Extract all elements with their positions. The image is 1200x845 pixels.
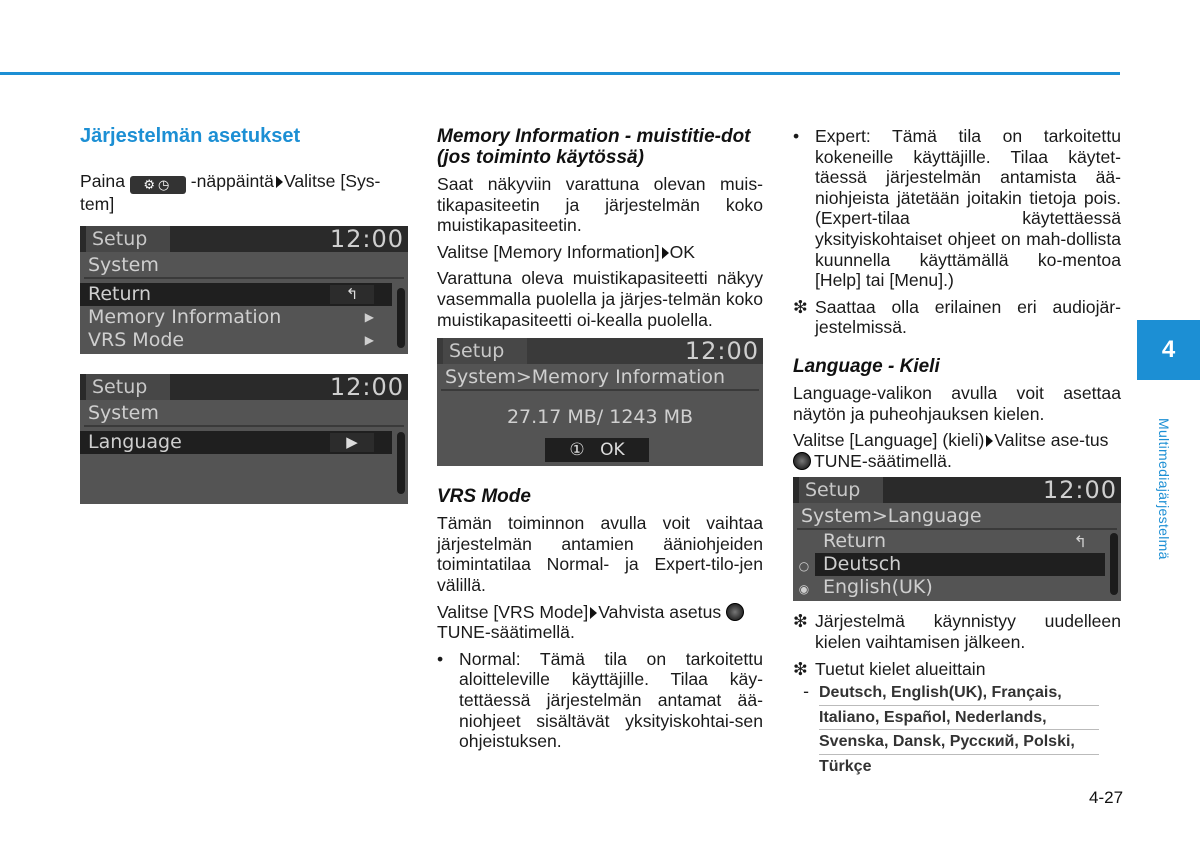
note-restart: ❇ Järjestelmä käynnistyy uudelleen kielen vaihtamisen jälkeen.	[793, 611, 1121, 652]
lcd-menu-item-vrs[interactable]: VRS Mode ▶	[88, 329, 374, 352]
lcd-screen-language-menu	[80, 374, 408, 504]
bullet-expert: • Expert: Tämä tila on tarkoitettu kokeneille käyttäjille. Tilaa käytet-täessä järjestelmän antamista ää-niohjeista jätetään joitakin tietoja pois. (Expert-tilaa käytettäessä yksityiskohtaiset ohjeet on mah-dollista kuunnella käyttämällä ko-mentoa [Help] tai [Menu].)	[793, 126, 1121, 291]
note-icon: ❇	[793, 296, 808, 317]
tune-knob-icon	[793, 452, 811, 470]
lcd-clock: 12:00	[1042, 476, 1117, 505]
lcd-menu-item-memory[interactable]: Memory Information ▶	[88, 306, 374, 329]
lcd-clock: 12:00	[329, 225, 404, 254]
lcd-clock: 12:00	[684, 337, 759, 366]
note-supported-languages: ❇ Tuetut kielet alueittain	[793, 658, 986, 679]
lcd-divider	[84, 277, 404, 279]
return-icon: ↰	[1073, 532, 1087, 552]
note-audio-systems: ❇ Saattaa olla erilainen eri audiojär-jestelmissä.	[793, 296, 1121, 338]
heading-language: Language - Kieli	[793, 355, 940, 377]
lcd-clock: 12:00	[329, 373, 404, 402]
memory-value: 27.17 MB/ 1243 MB	[506, 406, 694, 429]
return-icon: ↰	[330, 285, 374, 304]
section-heading-system-settings: Järjestelmän asetukset	[80, 125, 301, 147]
lcd-section: System	[88, 402, 159, 425]
language-paragraph-1: Language-valikon avulla voit asettaa näytön ja puheohjauksen kielen.	[793, 382, 1121, 424]
lcd-menu-item-english[interactable]: ◉ English(UK)	[793, 576, 1121, 599]
lcd-title-bar	[793, 477, 1121, 503]
heading-vrs-mode: VRS Mode	[437, 486, 531, 508]
language-list: - Deutsch, English(UK), Français, Italiano, Español, Nederlands, Svenska, Dansk, Русский, Polski, Türkçe	[793, 681, 1121, 778]
memory-paragraph-1: Saat näkyviin varattuna olevan muis-tikapasiteetin ja järjestelmän koko muistikapasiteetin.	[437, 174, 763, 236]
intro-paragraph: Paina ⚙◷ -näppäintä Valitse [Sys-tem]	[80, 170, 381, 214]
lcd-title: Setup	[443, 338, 527, 364]
lcd-screen-system-menu	[80, 226, 408, 354]
column-2	[437, 126, 763, 758]
language-line: Deutsch, English(UK), Français,	[819, 681, 1099, 706]
language-paragraph-2: Valitse [Language] (kieli) Valitse ase-tus TUNE-säätimellä.	[793, 430, 1109, 471]
arrow-icon	[662, 247, 669, 259]
lcd-section: System	[88, 254, 159, 277]
note-icon: ❇	[793, 658, 808, 679]
chevron-right-icon: ▶	[364, 310, 374, 325]
lcd-title-bar	[80, 226, 408, 252]
memory-paragraph-3: Varattuna oleva muistikapasiteetti näkyy vasemmalla puolella ja järjes-telmän koko muistikapasiteetti oi-kealla puolella.	[437, 268, 763, 330]
lcd-screen-language-select	[793, 477, 1121, 601]
lcd-ok-button[interactable]: ① OK	[545, 438, 649, 462]
header-rule	[0, 72, 1120, 75]
note-icon: ❇	[793, 611, 808, 632]
bullet-normal: • Normal: Tämä tila on tarkoitettu aloitteleville käyttäjille. Tilaa käy-tettäessä järjestelmän antamat ää-niohjeet sisältävät yksityiskohtai-sen ohjeistuksen.	[437, 648, 763, 752]
language-line: Türkçe	[819, 757, 872, 775]
lcd-title: Setup	[86, 374, 170, 400]
chapter-tab: 4	[1137, 320, 1200, 380]
page-number: 4-27	[1089, 788, 1124, 807]
vrs-paragraph-1: Tämän toiminnon avulla voit vaihtaa järjestelmän antamien ääniohjeiden toimintatilaa Normal- ja Expert-tilo-jen välillä.	[437, 513, 763, 595]
language-line: Italiano, Español, Nederlands,	[819, 706, 1099, 731]
lcd-title-bar	[80, 374, 408, 400]
lcd-menu-item-deutsch[interactable]: ○ Deutsch	[793, 553, 1121, 576]
chapter-label: Multimediajärjestelmä	[1156, 418, 1172, 560]
arrow-icon	[276, 176, 283, 188]
lcd-divider	[84, 425, 404, 427]
lcd-title: Setup	[86, 226, 170, 252]
memory-paragraph-2: Valitse [Memory Information] OK	[437, 241, 696, 262]
radio-selected-icon: ◉	[798, 582, 810, 597]
column-3	[793, 126, 1121, 778]
vrs-paragraph-2: Valitse [VRS Mode] Vahvista asetus TUNE-säätimellä.	[437, 602, 763, 643]
setup-key-icon: ⚙◷	[130, 176, 186, 194]
lcd-scrollbar[interactable]	[397, 432, 405, 494]
lcd-scrollbar[interactable]	[1110, 533, 1118, 595]
tune-knob-icon	[726, 603, 744, 621]
lcd-title-bar	[437, 338, 763, 364]
lcd-divider	[441, 389, 759, 391]
arrow-icon	[590, 607, 597, 619]
column-1	[80, 126, 408, 524]
lcd-title: Setup	[799, 477, 883, 503]
lcd-menu-item-return[interactable]: Return ↰	[823, 530, 1087, 553]
language-line: Svenska, Dansk, Русский, Polski,	[819, 730, 1099, 755]
lcd-path: System>Memory Information	[445, 366, 726, 389]
radio-empty-icon: ○	[798, 559, 810, 574]
ok-number-icon: ①	[569, 440, 585, 461]
heading-memory-information: Memory Information - muistitie-dot (jos toiminto käytössä)	[437, 126, 751, 168]
lcd-path: System>Language	[801, 505, 982, 528]
chevron-right-icon: ▶	[330, 433, 374, 452]
arrow-icon	[986, 435, 993, 447]
lcd-screen-memory-info	[437, 338, 763, 466]
chevron-right-icon: ▶	[364, 333, 374, 348]
lcd-menu-item-return[interactable]: Return ↰	[80, 283, 392, 306]
lcd-menu-item-language[interactable]: Language ▶	[80, 431, 392, 454]
lcd-scrollbar[interactable]	[397, 288, 405, 348]
